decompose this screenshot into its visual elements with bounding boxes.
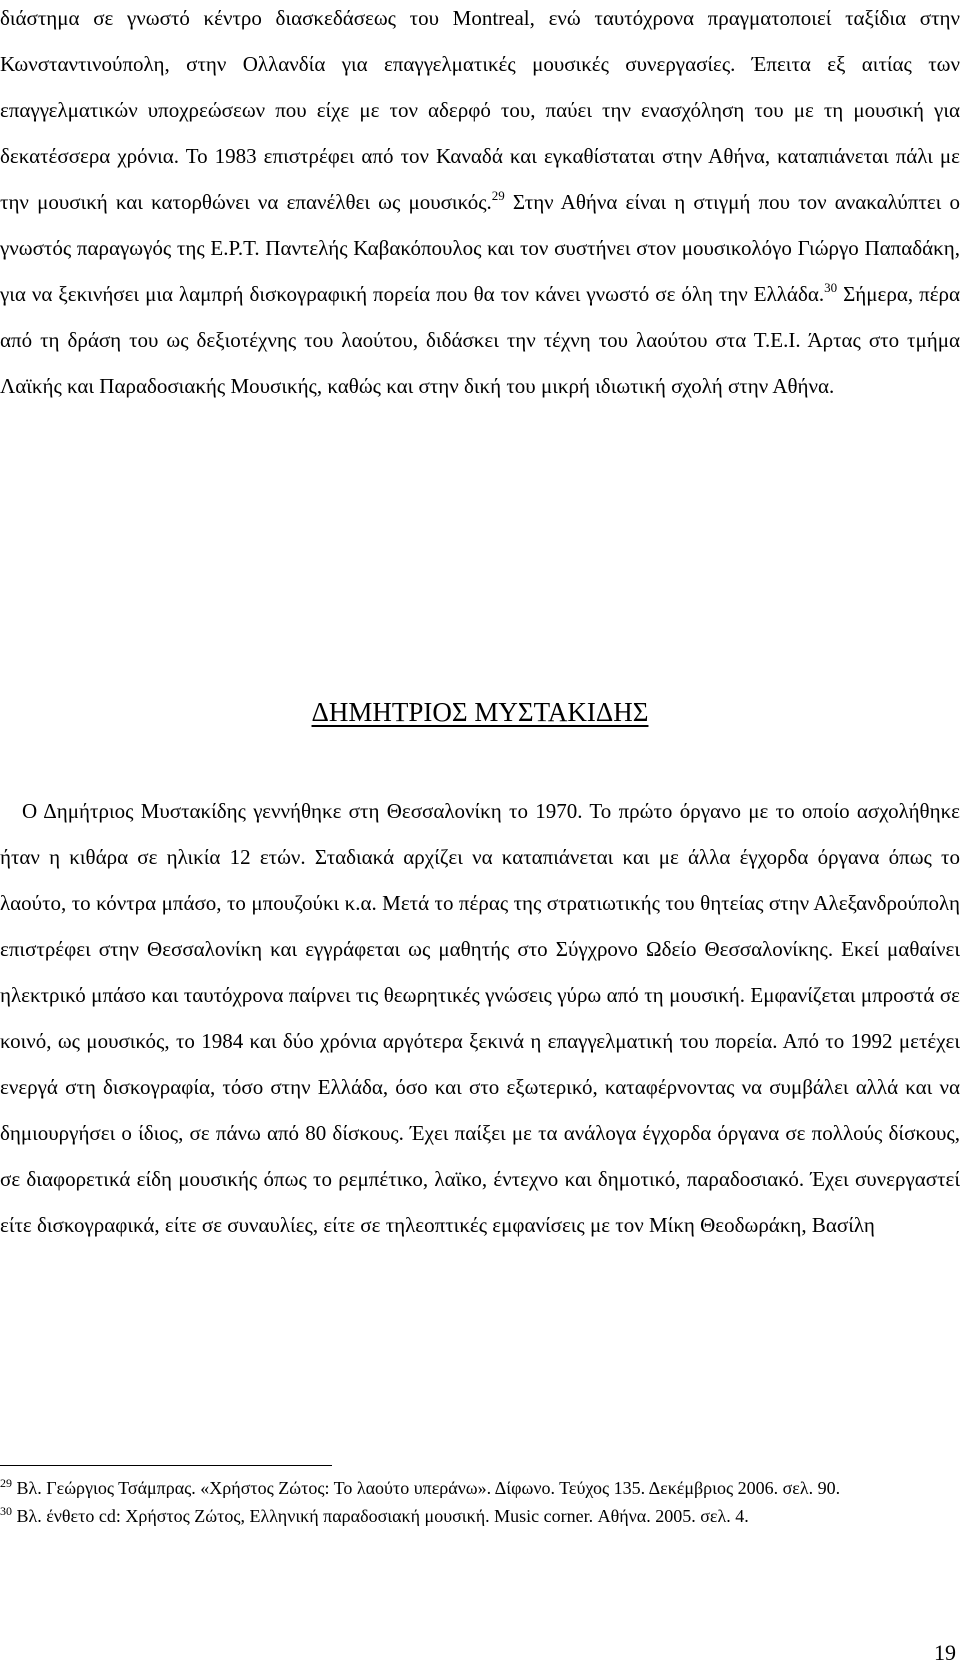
footnote-29 — [0, 1476, 960, 1500]
footnote-text: Βλ. Γεώργιος Τσάμπρας. «Χρήστος Ζώτος: Το λαούτο υπεράνω». Δίφωνο. Τεύχος 135. Δεκέμβριος 2006. σελ. 90. — [12, 1478, 841, 1498]
footnote-ref-29: 29 — [491, 188, 505, 203]
footnotes-section — [0, 1476, 960, 1532]
body-paragraph-2 — [0, 788, 960, 1248]
paragraph-1-text-c: Σήμερα, πέρα από τη δράση του ως δεξιοτέχνης του λαούτου, διδάσκει την τέχνη του λαούτου στα Τ.Ε.Ι. Άρτας στο τμήμα Λαϊκής και Παραδοσιακής Μουσικής, καθώς και στην δική του μικρή ιδιωτική σχολή στην Αθήνα. — [0, 282, 960, 398]
paragraph-2-text: Ο Δημήτριος Μυστακίδης γεννήθηκε στη Θεσσαλονίκη το 1970. Το πρώτο όργανο με το οποίο ασχολήθηκε ήταν η κιθάρα σε ηλικία 12 ετών. Σταδιακά αρχίζει να καταπιάνεται και με άλλα έγχορδα όργανα όπως το λαούτο, το κόντρα μπάσο, το μπουζούκι κ.α. Μετά το πέρας της στρατιωτικής του θητείας στην Αλεξανδρούπολη επιστρέφει στην Θεσσαλονίκη και εγγράφεται ως μαθητής στο Σύγχρονο Ωδείο Θεσσαλονίκης. Εκεί μαθαίνει ηλεκτρικό μπάσο και ταυτόχρονα παίρνει τις θεωρητικές γνώσεις γύρω από τη μουσική. Εμφανίζεται μπροστά σε κοινό, ως μουσικός, το 1984 και δύο χρόνια αργότερα ξεκινά η επαγγελματική του πορεία. Από το 1992 μετέχει ενεργά στη δισκογραφία, τόσο στην Ελλάδα, όσο και στο εξωτερικό, καταφέρνοντας να συμβάλει αλλά και να δημιουργήσει ο ίδιος, σε πάνω από 80 δίσκους. Έχει παίξει με τα ανάλογα έγχορδα όργανα σε πολλούς δίσκους, σε διαφορετικά είδη μουσικής όπως το ρεμπέτικο, λαϊκο, έντεχνο και δημοτικό, παραδοσιακό. Έχει συνεργαστεί είτε δισκογραφικά, είτε σε συναυλίες, είτε σε τηλεοπτικές εμφανίσεις με τον Μίκη Θεοδωράκη, Βασίλη — [0, 799, 960, 1237]
footnote-30 — [0, 1504, 960, 1528]
footnote-number: 30 — [0, 1504, 12, 1518]
paragraph-1-text-b: Στην Αθήνα είναι η στιγμή που τον ανακαλύπτει ο γνωστός παραγωγός της Ε.Ρ.Τ. Παντελής Καβακόπουλος και τον συστήνει στον μουσικολόγο Γιώργο Παπαδάκη, για να ξεκινήσει μια λαμπρή δισκογραφική πορεία που θα τον κάνει γνωστό σε όλη την Ελλάδα. — [0, 190, 960, 306]
paragraph-1-text-a: διάστημα σε γνωστό κέντρο διασκεδάσεως του Montreal, ενώ ταυτόχρονα πραγματοποιεί ταξίδια στην Κωνσταντινούπολη, στην Ολλανδία για επαγγελματικές μουσικές συνεργασίες. Έπειτα εξ αιτίας των επαγγελματικών υποχρεώσεων που είχε με τον αδερφό του, παύει την ενασχόληση του με τη μουσική για δεκατέσσερα χρόνια. Το 1983 επιστρέφει από τον Καναδά και εγκαθίσταται στην Αθήνα, καταπιάνεται πάλι με την μουσική και κατορθώνει να επανέλθει ως μουσικός. — [0, 6, 960, 214]
footnote-separator — [0, 1465, 332, 1466]
body-paragraph-1 — [0, 0, 960, 409]
footnote-number: 29 — [0, 1476, 12, 1490]
section-heading: ΔΗΜΗΤΡΙΟΣ ΜΥΣΤΑΚΙΔΗΣ — [311, 697, 649, 727]
footnote-text: Βλ. ένθετο cd: Χρήστος Ζώτος, Ελληνική παραδοσιακή μουσική. Music corner. Αθήνα. 2005. σελ. 4. — [12, 1506, 749, 1526]
page-number: 19 — [934, 1640, 956, 1665]
footnote-ref-30: 30 — [824, 280, 838, 295]
